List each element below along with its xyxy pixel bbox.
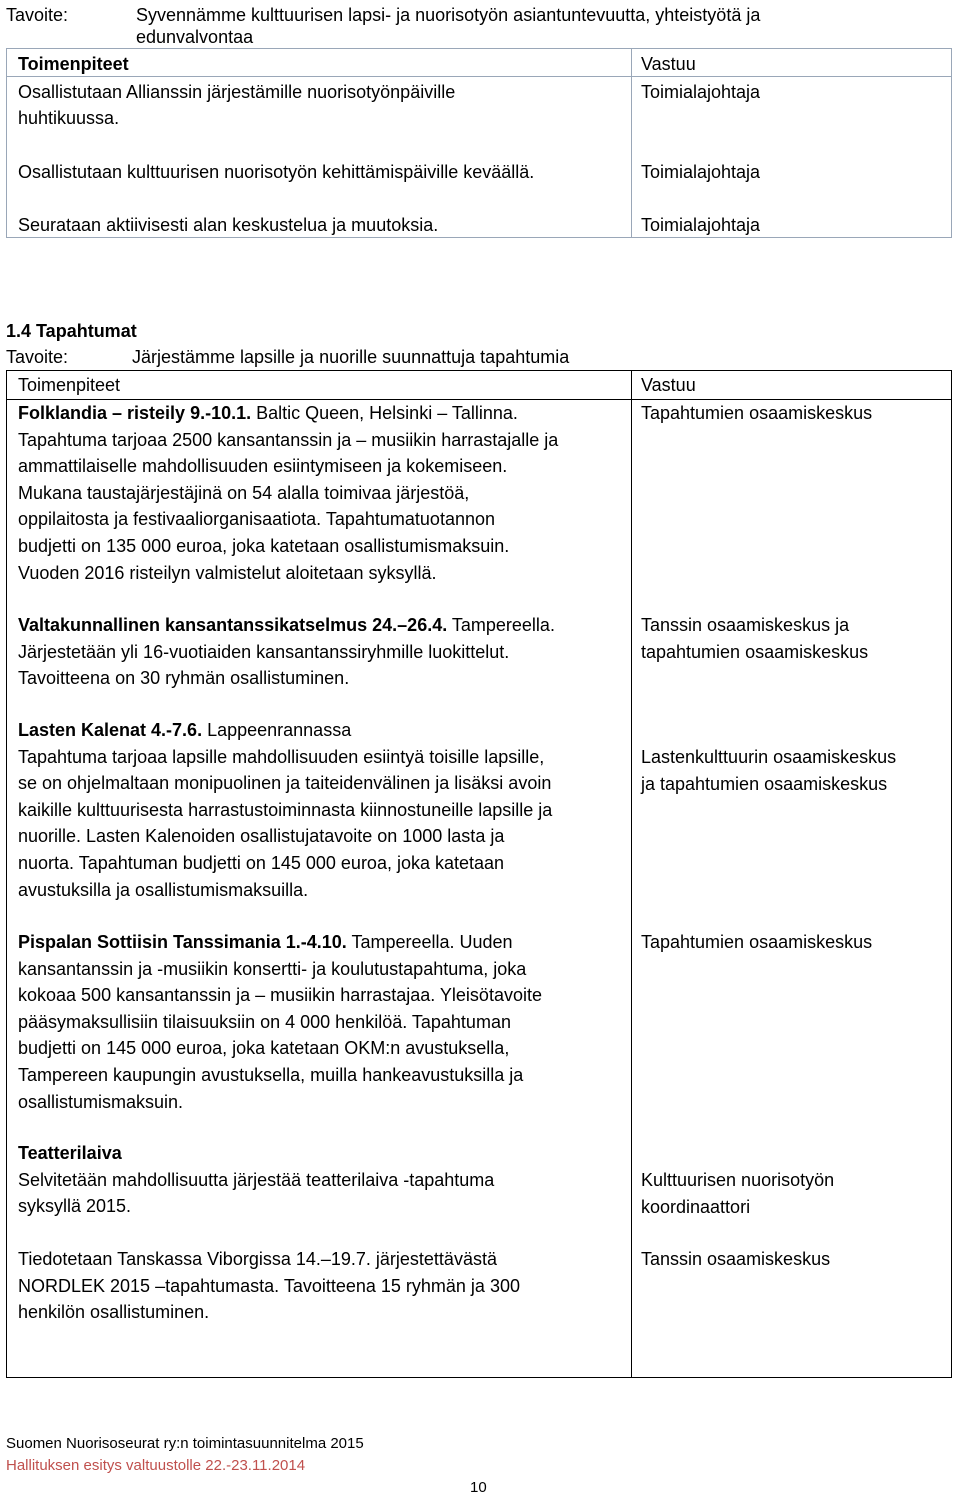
table-row-responsible: Toimialajohtaja <box>641 215 761 235</box>
section-heading: 1.4 Tapahtumat <box>6 321 137 341</box>
event-text: budjetti on 145 000 euroa, joka katetaan OKM:n avustuksella, <box>18 1038 510 1059</box>
event-text: Baltic Queen, Helsinki – Tallinna. <box>251 403 518 423</box>
event-title: Valtakunnallinen kansantanssikatselmus 24.–26.4. <box>18 615 448 635</box>
actions-table-1 <box>6 48 952 238</box>
event-entry-folklandia <box>18 400 626 586</box>
event-text: pääsymaksullisiin tilaisuuksiin on 4 000 henkilöä. Tapahtuman <box>18 1011 511 1032</box>
event-text: Tampereen kaupungin avustuksella, muilla hankeavustuksilla ja <box>18 1064 524 1085</box>
goal-text-line-1: Syvennämme kulttuurisen lapsi- ja nuorisotyön asiantuntevuutta, yhteistyötä ja <box>136 5 761 25</box>
footer-organization: Suomen Nuorisoseurat ry:n toimintasuunnitelma 2015 <box>6 1435 364 1452</box>
event-entry-lasten-kalenat <box>18 717 626 903</box>
goal-text-line-2: edunvalvontaa <box>136 27 254 47</box>
event-text: Tiedotetaan Tanskassa Viborgissa 14.–19.7. järjestettävästä <box>18 1249 497 1269</box>
column-divider <box>631 49 632 237</box>
table-header <box>7 371 951 400</box>
header-actions: Toimenpiteet <box>18 375 121 395</box>
event-entry-tanssimania <box>18 929 626 1115</box>
events-table <box>6 370 952 1378</box>
event-text: kansantanssin ja -musiikin konsertti- ja koulutustapahtuma, joka <box>18 958 527 979</box>
event-text: Järjestetään yli 16-vuotiaiden kansantanssiryhmille luokittelut. <box>18 641 510 662</box>
event-text: kaikille kulttuurisesta harrastustoiminnasta kiinnostuneille lapsille ja <box>18 799 553 820</box>
section-goal-label: Tavoite: <box>6 347 69 367</box>
event-text: Selvitetään mahdollisuutta järjestää teatterilaiva -tapahtuma <box>18 1169 495 1190</box>
event-text: avustuksilla ja osallistumismaksuilla. <box>18 879 309 900</box>
header-responsible: Vastuu <box>641 375 696 395</box>
event-text: nuorta. Tapahtuman budjetti on 145 000 euroa, joka katetaan <box>18 852 505 873</box>
table-header <box>7 49 951 77</box>
event-title: Teatterilaiva <box>18 1143 122 1163</box>
event-text: Lappeenrannassa <box>202 720 352 740</box>
event-text: henkilön osallistuminen. <box>18 1302 210 1323</box>
event-text: osallistumismaksuin. <box>18 1091 184 1112</box>
header-actions: Toimenpiteet <box>18 54 129 74</box>
event-title: Pispalan Sottiisin Tanssimania 1.-4.10. <box>18 932 347 952</box>
table-row-action: Seurataan aktiivisesti alan keskustelua ja muutoksia. <box>18 215 439 235</box>
column-divider <box>631 371 632 1377</box>
table-row-action-cont: huhtikuussa. <box>18 108 120 128</box>
event-text: Tampereella. Uuden <box>346 932 513 952</box>
event-text: Tampereella. <box>447 615 555 635</box>
event-text: se on ohjelmaltaan monipuolinen ja taiteidenvälinen ja lisäksi avoin <box>18 773 552 794</box>
event-text: Tapahtuma tarjoaa lapsille mahdollisuuden esiintyä toisille lapsille, <box>18 746 545 767</box>
goal-label: Tavoite: <box>6 5 69 25</box>
event-text: ammattilaiselle mahdollisuuden esiintymiseen ja kokemiseen. <box>18 456 508 477</box>
event-text: budjetti on 135 000 euroa, joka katetaan osallistumismaksuin. <box>18 535 510 556</box>
event-text: syksyllä 2015. <box>18 1196 132 1217</box>
event-responsible: Tanssin osaamiskeskus <box>641 1249 831 1269</box>
event-text: nuorille. Lasten Kalenoiden osallistujatavoite on 1000 lasta ja <box>18 826 505 847</box>
event-text: Tavoitteena on 30 ryhmän osallistuminen. <box>18 668 350 689</box>
table-row-action: Osallistutaan Allianssin järjestämille nuorisotyönpäiville <box>18 82 456 102</box>
event-entry-nordlek <box>18 1246 626 1326</box>
header-responsible: Vastuu <box>641 54 696 74</box>
table-row-action: Osallistutaan kulttuurisen nuorisotyön kehittämispäiville keväällä. <box>18 162 535 182</box>
page-number: 10 <box>470 1479 487 1496</box>
event-text: kokoaa 500 kansantanssin ja – musiikin harrastajaa. Yleisötavoite <box>18 985 542 1006</box>
event-responsible: Tapahtumien osaamiskeskus <box>641 403 873 423</box>
section-goal-text: Järjestämme lapsille ja nuorille suunnattuja tapahtumia <box>132 347 570 367</box>
event-title: Folklandia – risteily 9.-10.1. <box>18 403 252 423</box>
table-row-responsible: Toimialajohtaja <box>641 162 761 182</box>
event-responsible: Tanssin osaamiskeskus ja tapahtumien osaamiskeskus <box>641 615 869 662</box>
event-responsible: Lastenkulttuurin osaamiskeskus ja tapahtumien osaamiskeskus <box>641 747 897 794</box>
event-text: Tapahtuma tarjoaa 2500 kansantanssin ja – musiikin harrastajalle ja <box>18 429 559 450</box>
event-responsible: Kulttuurisen nuorisotyön koordinaattori <box>641 1170 835 1217</box>
event-entry-teatterilaiva <box>18 1140 626 1220</box>
event-text: Vuoden 2016 risteilyn valmistelut aloitetaan syksyllä. <box>18 562 437 583</box>
event-title: Lasten Kalenat 4.-7.6. <box>18 720 203 740</box>
table-row-responsible: Toimialajohtaja <box>641 82 761 102</box>
event-text: Mukana taustajärjestäjinä on 54 alalla toimivaa järjestöä, <box>18 482 470 503</box>
footer-draft-note: Hallituksen esitys valtuustolle 22.-23.11.2014 <box>6 1457 306 1474</box>
event-responsible: Tapahtumien osaamiskeskus <box>641 932 873 952</box>
event-text: NORDLEK 2015 –tapahtumasta. Tavoitteena 15 ryhmän ja 300 <box>18 1275 520 1296</box>
event-entry-kansantanssikatselmus <box>18 612 626 692</box>
event-text: oppilaitosta ja festivaaliorganisaatiota. Tapahtumatuotannon <box>18 509 495 530</box>
